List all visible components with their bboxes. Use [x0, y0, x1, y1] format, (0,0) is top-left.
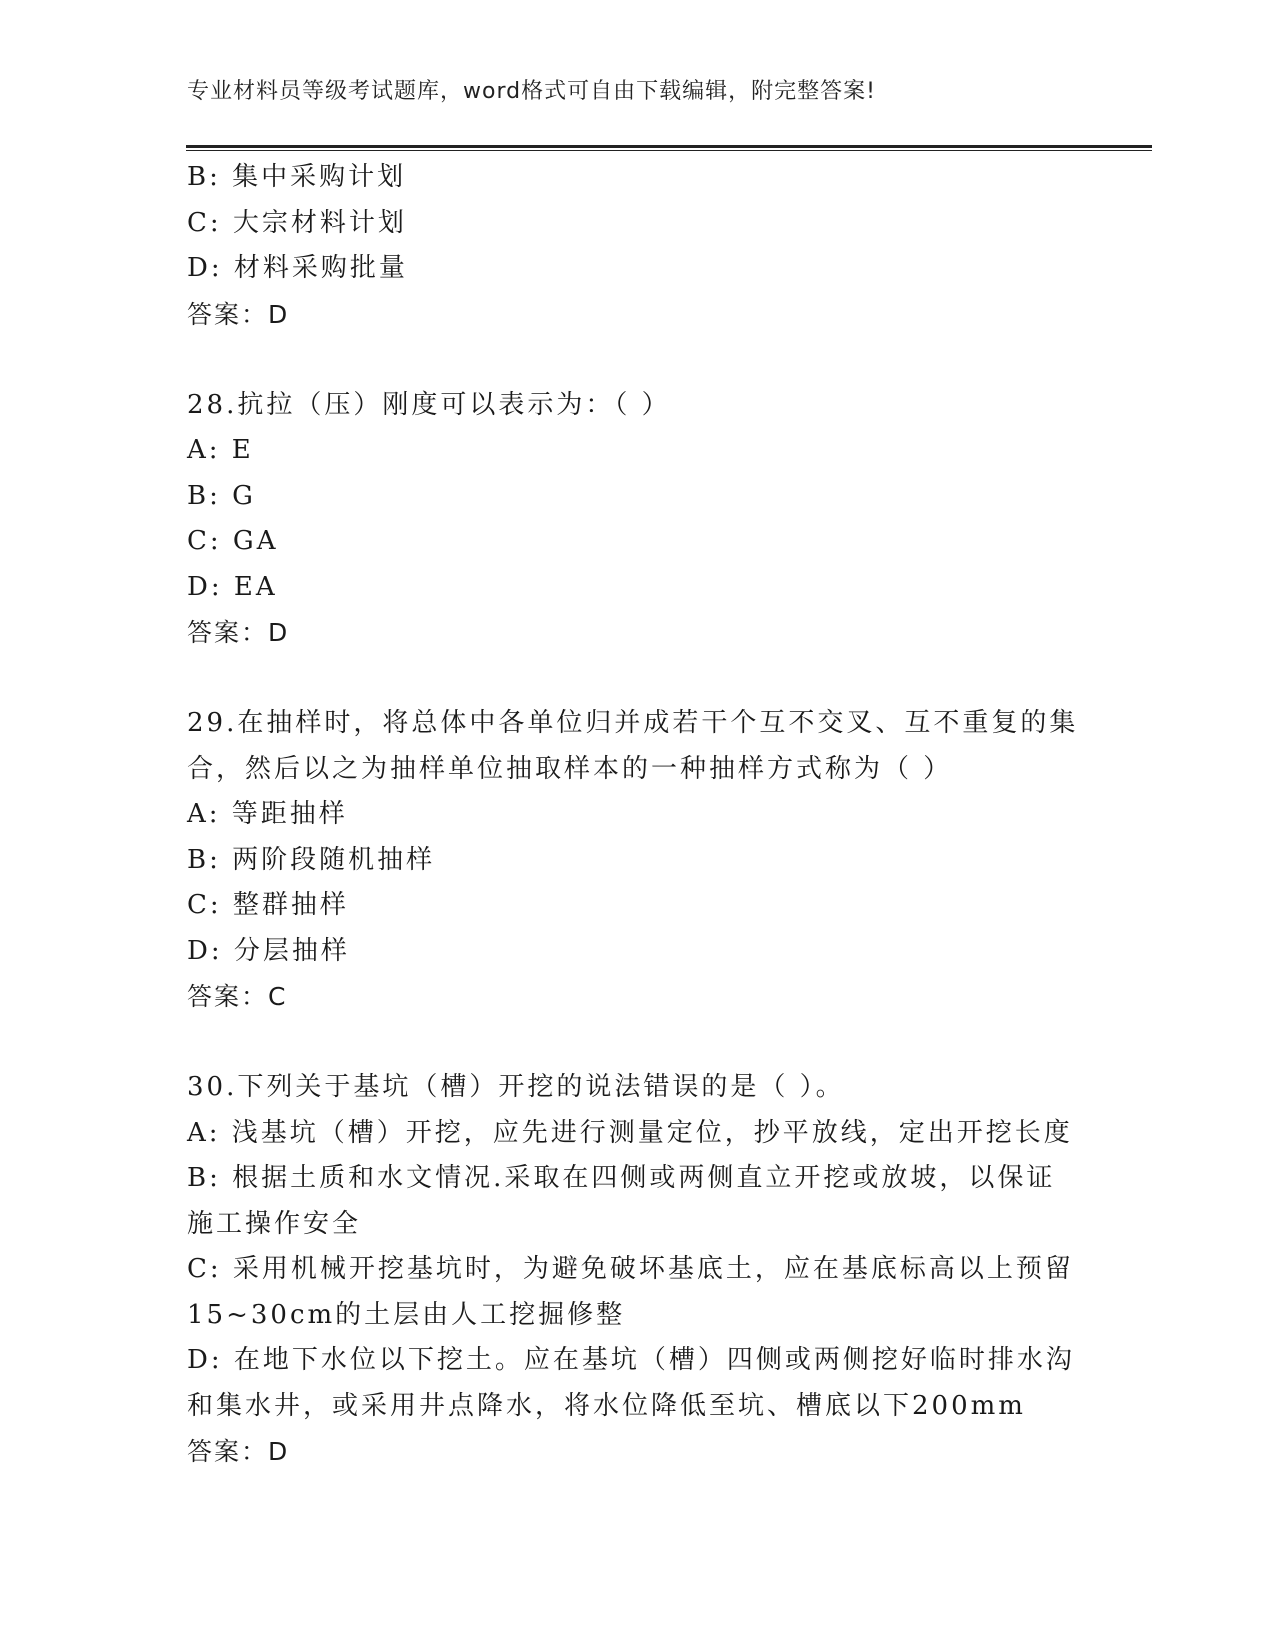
option-a: A: 等距抽样 — [187, 799, 348, 829]
option-d: D: 在地下水位以下挖土。应在基坑（槽）四侧或两侧挖好临时排水沟 — [187, 1345, 1075, 1375]
option-b: B: 根据土质和水文情况.采取在四侧或两侧直立开挖或放坡，以保证 — [187, 1163, 1056, 1193]
header-rule-thin — [186, 150, 1152, 151]
question-text: 28.抗拉（压）刚度可以表示为：（ ） — [187, 389, 671, 420]
question-text: 合，然后以之为抽样单位抽取样本的一种抽样方式称为（ ） — [187, 753, 953, 784]
option-c-continued: 15~30cm的土层由人工挖掘修整 — [187, 1299, 626, 1330]
spacer — [187, 337, 1087, 383]
option-b-continued: 施工操作安全 — [187, 1208, 362, 1239]
option-d: D: EA — [187, 571, 278, 602]
question-text: 30.下列关于基坑（槽）开挖的说法错误的是（ ）。 — [187, 1072, 845, 1102]
option-b: B: 两阶段随机抽样 — [187, 844, 436, 875]
page-header: 专业材料员等级考试题库，word格式可自由下载编辑，附完整答案! — [187, 79, 876, 104]
option-c: C: 大宗材料计划 — [187, 207, 407, 238]
option-c: C: 采用机械开挖基坑时，为避免破坏基底土，应在基底标高以上预留 — [187, 1254, 1074, 1284]
question-29 — [187, 701, 1087, 1020]
answer: 答案：C — [187, 982, 288, 1011]
header-rule-thick — [186, 145, 1152, 148]
option-a: A: E — [187, 435, 254, 465]
option-d-continued: 和集水井，或采用井点降水，将水位降低至坑、槽底以下200mm — [187, 1390, 1026, 1421]
spacer — [187, 656, 1087, 702]
spacer — [187, 1020, 1087, 1066]
question-30 — [187, 1065, 1087, 1475]
option-d: D: 分层抽样 — [187, 935, 350, 966]
answer: 答案：D — [187, 299, 290, 329]
option-b: B: G — [187, 480, 256, 511]
question-28 — [187, 383, 1087, 656]
question-text: 29.在抽样时，将总体中各单位归并成若干个互不交叉、互不重复的集 — [187, 708, 1079, 738]
option-c: C: 整群抽样 — [187, 890, 349, 920]
option-b: B: 集中采购计划 — [187, 162, 407, 192]
continued-question — [187, 155, 1087, 337]
answer: 答案：D — [187, 1437, 290, 1466]
option-c: C: GA — [187, 526, 279, 556]
option-d: D: 材料采购批量 — [187, 253, 408, 283]
answer: 答案：D — [187, 618, 290, 647]
question-content — [187, 155, 1087, 1475]
option-a: A: 浅基坑（槽）开挖，应先进行测量定位，抄平放线，定出开挖长度 — [187, 1117, 1073, 1148]
